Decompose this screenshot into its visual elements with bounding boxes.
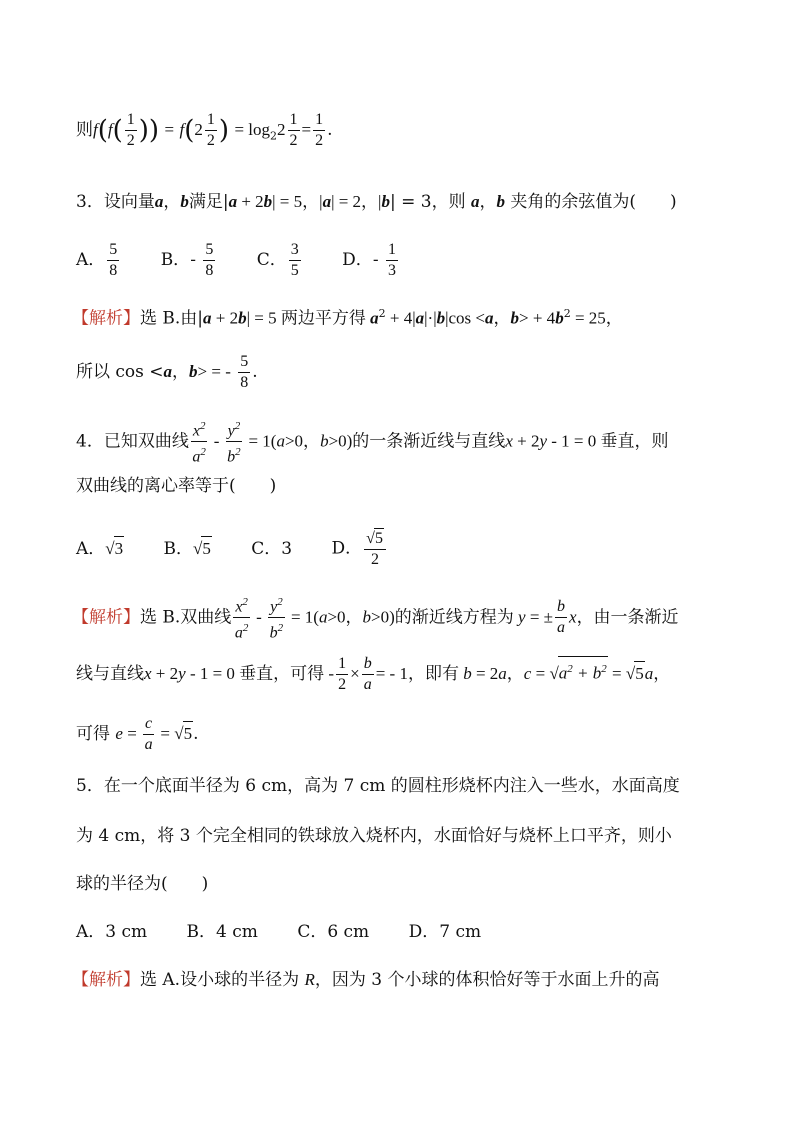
text: a — [322, 192, 332, 211]
text: 2 — [277, 120, 286, 139]
text: = — [164, 120, 175, 139]
option-a[interactable]: A． $\frac{5}{8}$ — [76, 241, 118, 279]
fraction: $\frac{1}{2}$ — [126, 111, 135, 149]
question-4-stem: 4．已知双曲线 $\frac{x^2}{a^2}$ - $\frac{y^2}{b^2}$ = 1(a>0，b>0)的一条渐近线与直线x + 2y - 1 = 0 垂直，则 — [76, 416, 669, 468]
option-d[interactable]: D．7 cm — [408, 922, 482, 942]
text: f — [179, 120, 185, 139]
question-5-solution-line1: 【解析】选 A.设小球的半径为 R，因为 3 个小球的体积恰好等于水面上升的高 — [72, 970, 660, 990]
text: 则 — [76, 120, 93, 140]
text: a — [154, 192, 164, 211]
question-5-stem-line3: 球的半径为( ) — [76, 874, 209, 894]
option-a[interactable]: A．√3 — [76, 536, 124, 561]
solution-tag: 【解析】 — [72, 607, 140, 628]
text: 2 — [194, 120, 203, 139]
text: | = 2，| — [331, 192, 382, 211]
option-b[interactable]: B．√5 — [164, 536, 212, 561]
question-4-solution-line2: 线与直线x + 2y - 1 = 0 垂直，可得 - $\frac{1}{2}$ × $\frac{b}{a}$ = - 1，即有 b = 2a，$c = √a^2 + b^2 = √5a$， — [76, 655, 671, 693]
text: = — [301, 120, 312, 139]
fraction: $\frac{1}{2}$ — [315, 111, 324, 149]
text: b — [263, 192, 273, 211]
text: + 2 — [237, 192, 264, 211]
option-d[interactable]: D． $\frac{√5}{2}$ — [332, 528, 388, 570]
option-c[interactable]: C．6 cm — [297, 922, 370, 942]
question-3-solution-line2: 所以 cos <a，b> = - $\frac{5}{8}$ . — [76, 353, 258, 391]
text: a — [470, 192, 480, 211]
option-b[interactable]: B．4 cm — [186, 922, 258, 942]
text: 2 — [270, 129, 277, 143]
option-d[interactable]: D．- $\frac{1}{3}$ — [342, 241, 396, 279]
text: b — [381, 192, 390, 211]
fraction: $\frac{1}{2}$ — [206, 111, 215, 149]
text: ， — [479, 192, 497, 212]
text: f — [93, 120, 98, 139]
solution-tag: 【解析】 — [72, 308, 140, 329]
question-4-options — [76, 528, 422, 570]
text: 夹角的余弦值为( ) — [510, 192, 677, 212]
text: ， — [163, 192, 181, 212]
question-5-stem-line1: 5．在一个底面半径为 6 cm，高为 7 cm 的圆柱形烧杯内注入一些水，水面高度 — [76, 776, 680, 796]
solution-line-f: 则f(f( $\frac{1}{2}$ )) = f(2 $\frac{1}{2}$ ) = $\log_22$ $\frac{1}{2}$ = $\frac{1}{2}$ . — [76, 111, 333, 149]
text: b — [496, 192, 505, 211]
text: = log — [234, 120, 270, 139]
option-b[interactable]: B．- $\frac{5}{8}$ — [160, 241, 214, 279]
question-5-options — [76, 920, 515, 944]
text: . — [327, 120, 333, 140]
text: f — [107, 120, 113, 139]
text: 满足| — [188, 192, 229, 212]
question-3-solution-line1: 【解析】选 B.由|a + 2b| = 5 两边平方得 $a^2 + 4|a|\cdot|b|\cos <a$，$b> + 4b^2 = 25$， — [72, 307, 623, 329]
question-4-solution-line3: 可得 e = $\frac{c}{a}$ = √5. — [76, 715, 199, 753]
question-4-stem-line2: 双曲线的离心率等于( ) — [76, 476, 277, 496]
solution-tag: 【解析】 — [72, 970, 140, 990]
option-c[interactable]: C． $\frac{3}{5}$ — [256, 241, 299, 279]
text: 3．设向量 — [76, 192, 155, 212]
text: a — [228, 192, 238, 211]
text: | = 5，| — [272, 192, 323, 211]
question-3-stem — [76, 190, 677, 214]
text: b — [180, 192, 189, 211]
option-c[interactable]: C．3 — [251, 538, 293, 559]
question-5-stem-line2: 为 4 cm，将 3 个完全相同的铁球放入烧杯内，水面恰好与烧杯上口平齐，则小 — [76, 826, 672, 846]
option-a[interactable]: A．3 cm — [76, 922, 148, 942]
question-3-options — [76, 240, 434, 281]
text: | = 3，则 — [389, 192, 466, 212]
fraction: $\frac{1}{2}$ — [289, 111, 298, 149]
question-4-solution-line1: 【解析】选 B.双曲线 $\frac{x^2}{a^2}$ - $\frac{y^2}{b^2}$ = 1(a>0，b>0)的渐近线方程为 y = ± $\frac{b}{a}$ x，由一条渐近 — [72, 592, 679, 644]
